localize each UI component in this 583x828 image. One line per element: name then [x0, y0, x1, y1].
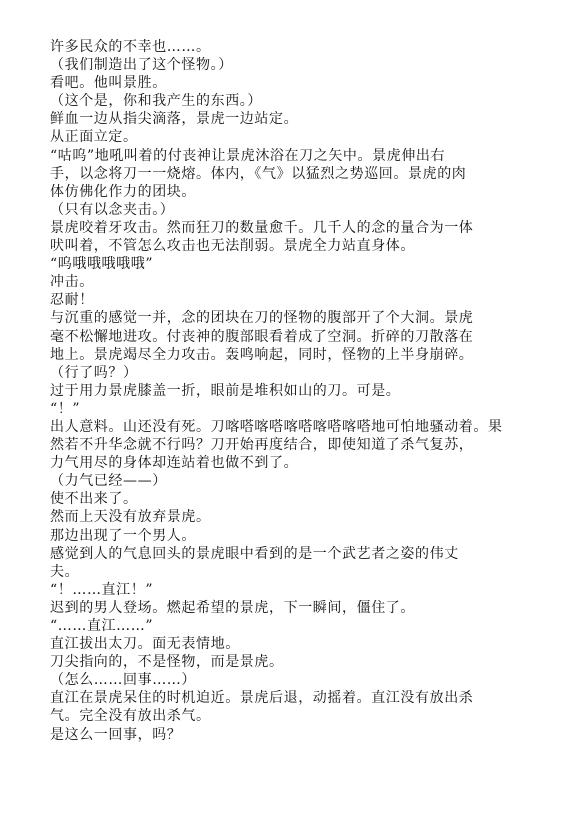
- text-line: 出人意料。山还没有死。刀喀嗒喀嗒喀嗒喀嗒喀嗒地可怕地骚动着。果: [50, 418, 503, 435]
- text-line: 然若不升华念就不行吗？刀开始再度结合，即使知道了杀气复苏，: [50, 437, 474, 454]
- text-line: 看吧。他叫景胜。: [50, 75, 167, 92]
- text-line: （只有以念夹击。）: [50, 201, 175, 218]
- text-line: 那边出现了一个男人。: [50, 527, 196, 544]
- text-line: 手，以念将刀一一烧熔。体内，《气》以猛烈之势巡回。景虎的肉: [50, 165, 467, 182]
- text-line: 冲击。: [50, 274, 94, 291]
- text-line: 然而上天没有放弃景虎。: [50, 509, 211, 526]
- text-line: 许多民众的不幸也……。: [50, 39, 211, 55]
- text-line: 夫。: [50, 563, 80, 580]
- text-column: [50, 38, 540, 744]
- text-line: 直江拔出太刀。面无表情地。: [50, 636, 240, 653]
- text-line: （我们制造出了这个怪物。）: [50, 57, 233, 74]
- text-line: “咕呜”地吼叫着的付丧神让景虎沐浴在刀之矢中。景虎伸出右: [50, 147, 446, 164]
- text-line: 气。完全没有放出杀气。: [50, 708, 211, 725]
- text-line: 从正面立定。: [50, 129, 138, 146]
- text-line: 地上。景虎竭尽全力攻击。轰鸣响起，同时，怪物的上半身崩碎。: [50, 346, 474, 363]
- text-line: “呜哦哦哦哦哦”: [50, 256, 154, 273]
- text-line: 是这么一回事，吗？: [50, 726, 182, 743]
- text-line: 迟到的男人登场。燃起希望的景虎，下一瞬间，僵住了。: [50, 599, 415, 616]
- text-line: 直江在景虎呆住的时机迫近。景虎后退，动摇着。直江没有放出杀: [50, 690, 474, 707]
- text-line: 鲜血一边从指尖滴落，景虎一边站定。: [50, 111, 299, 128]
- text-line: 忍耐！: [50, 292, 94, 309]
- text-line: 与沉重的感觉一并，念的团块在刀的怪物的腹部开了个大洞。景虎: [50, 310, 474, 327]
- text-line: （这个是，你和我产生的东西。）: [50, 93, 262, 110]
- text-line: “！……直江！”: [50, 581, 154, 598]
- text-line: 感觉到人的气息回头的景虎眼中看到的是一个武艺者之姿的伟丈: [50, 545, 459, 562]
- text-line: “！”: [50, 400, 81, 417]
- text-line: （怎么……回事……）: [50, 672, 196, 689]
- text-line: 过于用力景虎膝盖一折，眼前是堆积如山的刀。可是。: [50, 382, 401, 399]
- text-line: 使不出来了。: [50, 491, 138, 508]
- text-line: “……直江……”: [50, 618, 154, 634]
- text-line: （行了吗？）: [50, 364, 138, 381]
- text-line: 刀尖指向的，不是怪物，而是景虎。: [50, 654, 284, 671]
- text-line: 毫不松懈地进攻。付丧神的腹部眼看着成了空洞。折碎的刀散落在: [50, 328, 474, 345]
- text-line: 景虎咬着牙攻击。然而狂刀的数量愈千。几千人的念的量合为一体: [50, 219, 474, 236]
- text-line: 体仿佛化作力的团块。: [50, 183, 196, 200]
- text-line: （力气已经——）: [50, 473, 167, 490]
- text-line: 吠叫着，不管怎么攻击也无法削弱。景虎全力站直身体。: [50, 238, 415, 255]
- text-line: 力气用尽的身体却连站着也做不到了。: [50, 455, 299, 472]
